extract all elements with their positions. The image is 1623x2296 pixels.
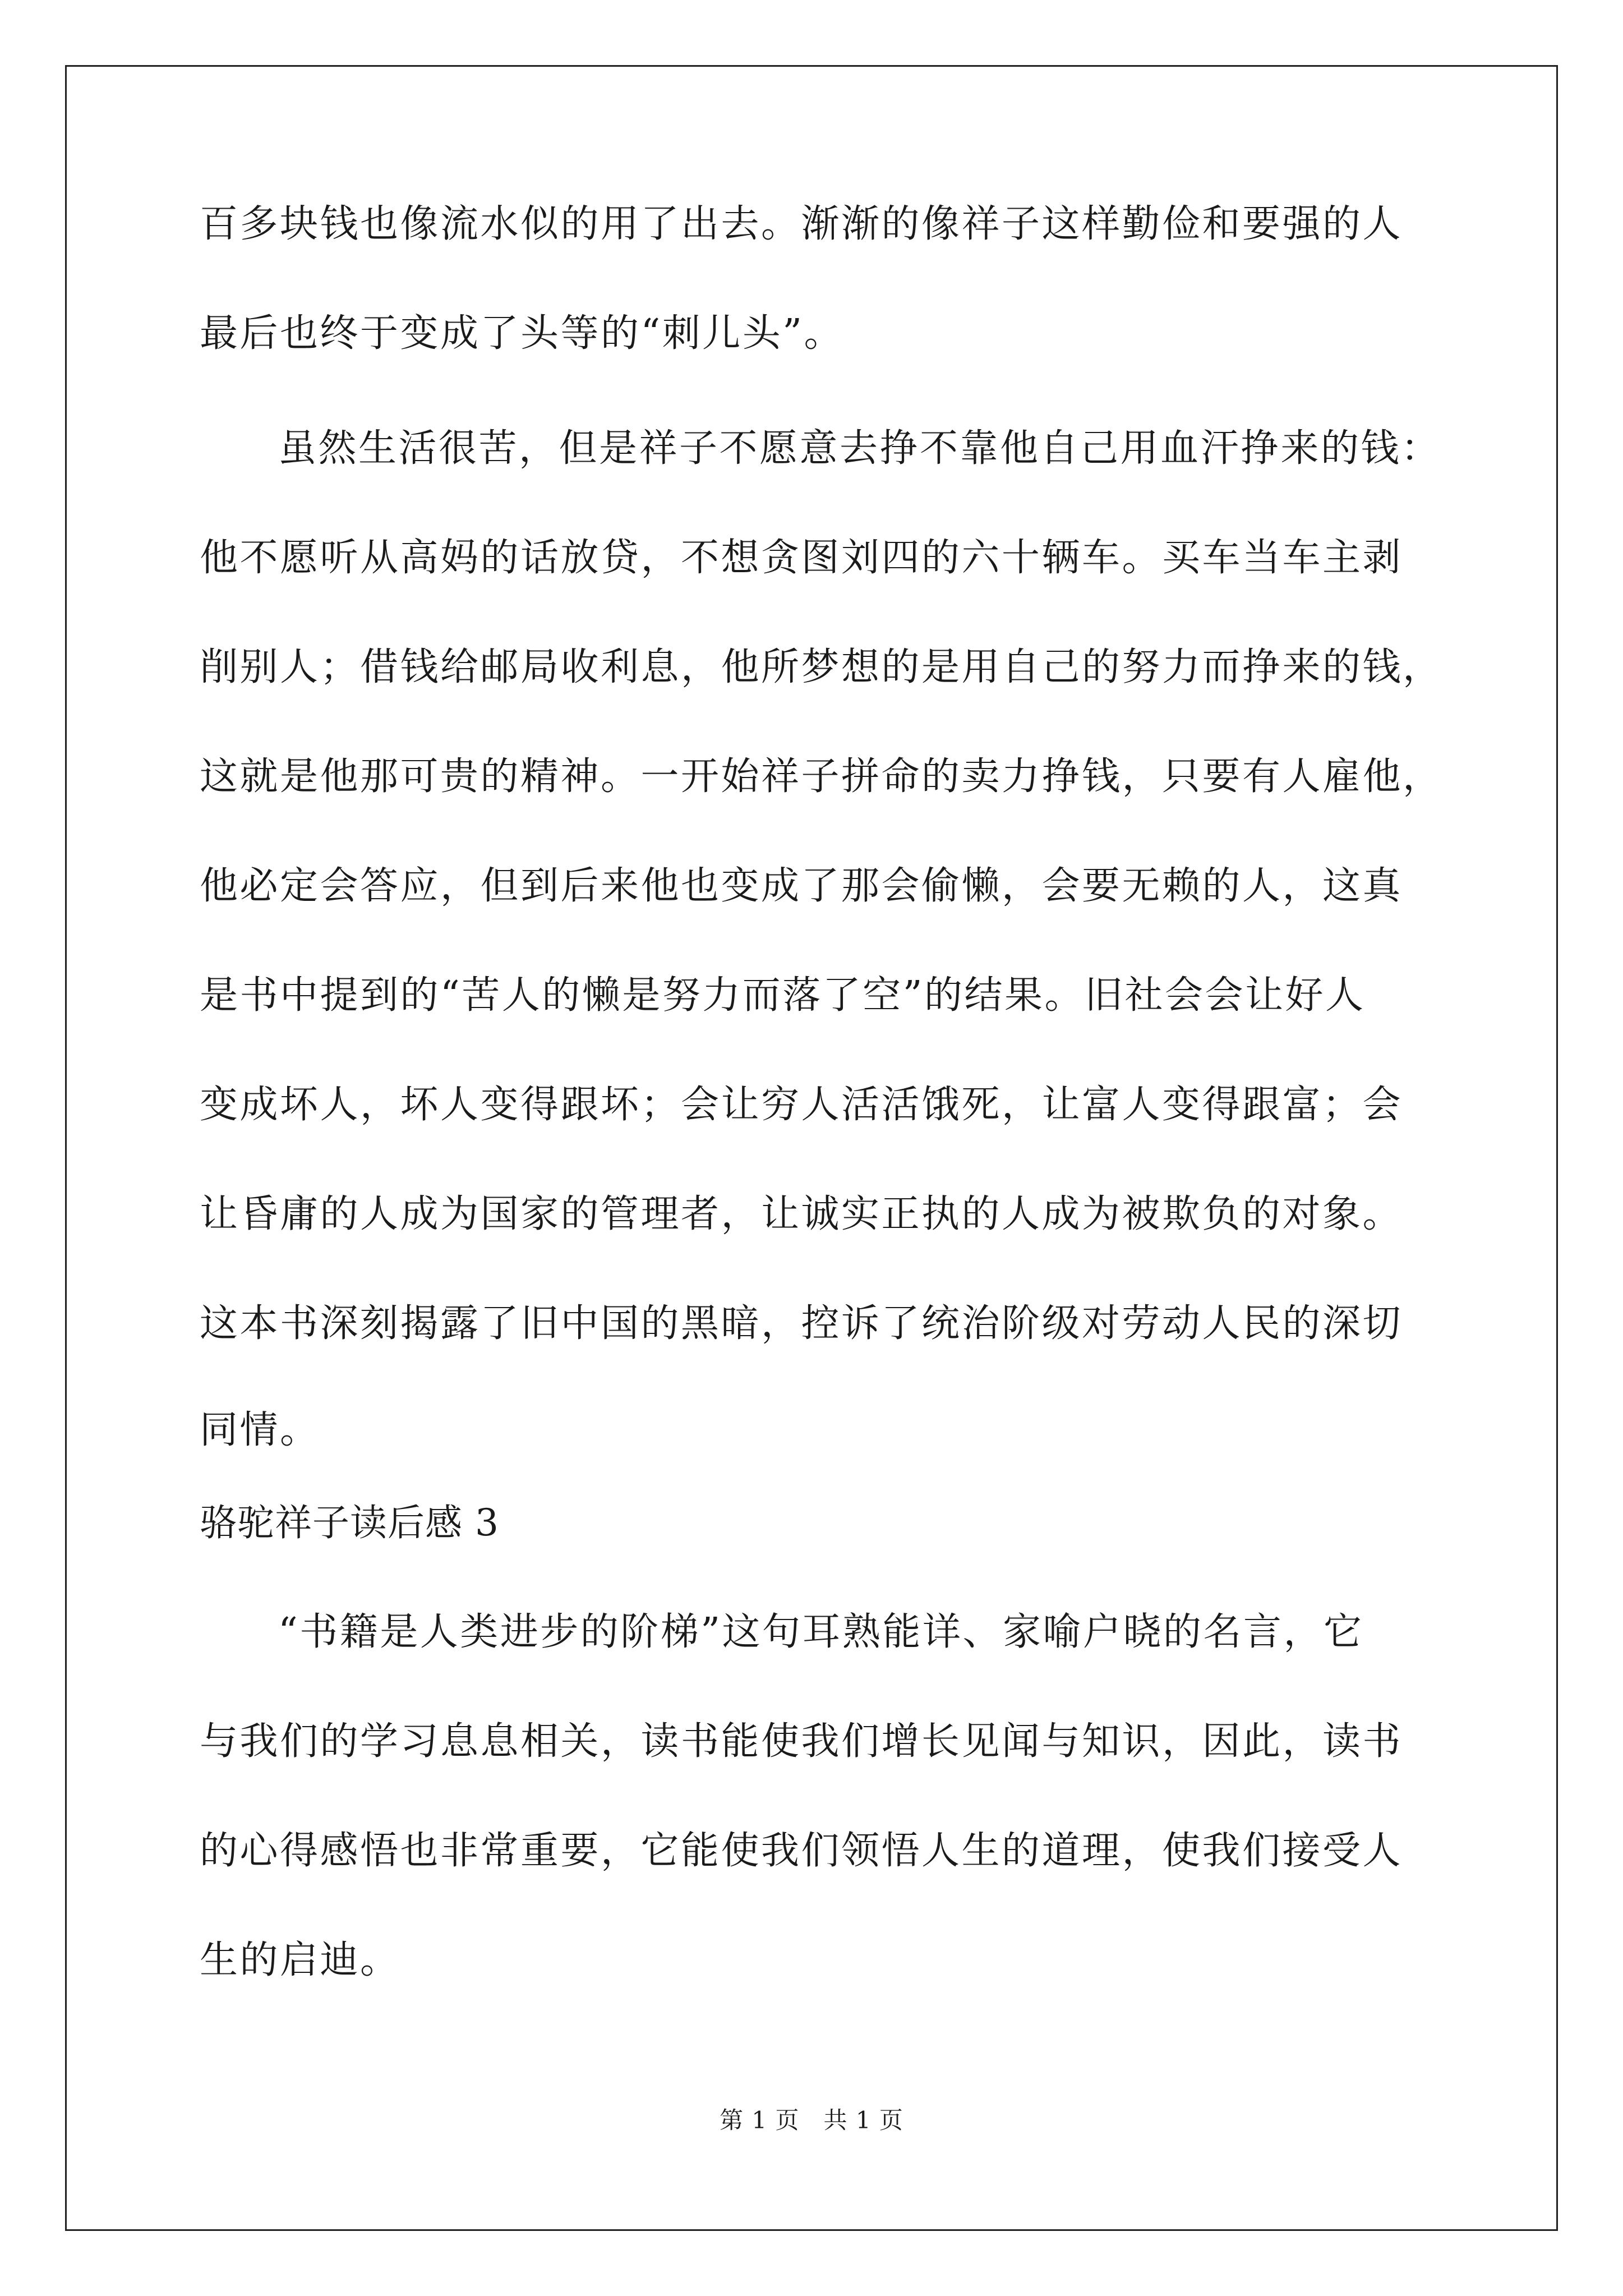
paragraph-2-line-8: 让昏庸的人成为国家的管理者，让诚实正执的人成为被欺负的对象。	[200, 1192, 1403, 1236]
paragraph-2-line-2: 他不愿听从高妈的话放贷，不想贪图刘四的六十辆车。买车当车主剥	[200, 536, 1403, 580]
paragraph-1-line-2: 最后也终于变成了头等的“刺儿头”。	[200, 311, 845, 356]
paragraph-3-line-2: 与我们的学习息息相关，读书能使我们增长见闻与知识，因此，读书	[200, 1719, 1403, 1764]
paragraph-2-line-7: 变成坏人，坏人变得跟坏；会让穷人活活饿死，让富人变得跟富；会	[200, 1083, 1403, 1127]
paragraph-3-line-4: 生的启迪。	[200, 1938, 400, 1982]
paragraph-2-line-1: 虽然生活很苦，但是祥子不愿意去挣不靠他自己用血汗挣来的钱：	[278, 426, 1441, 471]
paragraph-2-line-6: 是书中提到的“苦人的懒是努力而落了空”的结果。旧社会会让好人	[200, 973, 1366, 1018]
paragraph-2-line-9: 这本书深刻揭露了旧中国的黑暗，控诉了统治阶级对劳动人民的深切	[200, 1301, 1403, 1346]
page-border	[65, 65, 1558, 2231]
paragraph-3-line-3: 的心得感悟也非常重要，它能使我们领悟人生的道理，使我们接受人	[200, 1829, 1403, 1873]
paragraph-2-line-10: 同情。	[200, 1408, 320, 1452]
paragraph-2-line-5: 他必定会答应，但到后来他也变成了那会偷懒，会要无赖的人，这真	[200, 864, 1403, 908]
paragraph-2-line-4: 这就是他那可贵的精神。一开始祥子拼命的卖力挣钱，只要有人雇他，	[200, 754, 1443, 799]
page-footer: 第 1 页 共 1 页	[720, 2106, 903, 2134]
section-heading: 骆驼祥子读后感 3	[200, 1501, 499, 1544]
paragraph-2-line-3: 削别人；借钱给邮局收利息，他所梦想的是用自己的努力而挣来的钱，	[200, 645, 1443, 689]
paragraph-1-line-1: 百多块钱也像流水似的用了出去。渐渐的像祥子这样勤俭和要强的人	[200, 202, 1403, 246]
paragraph-3-line-1: “书籍是人类进步的阶梯”这句耳熟能详、家喻户晓的名言，它	[278, 1610, 1364, 1654]
